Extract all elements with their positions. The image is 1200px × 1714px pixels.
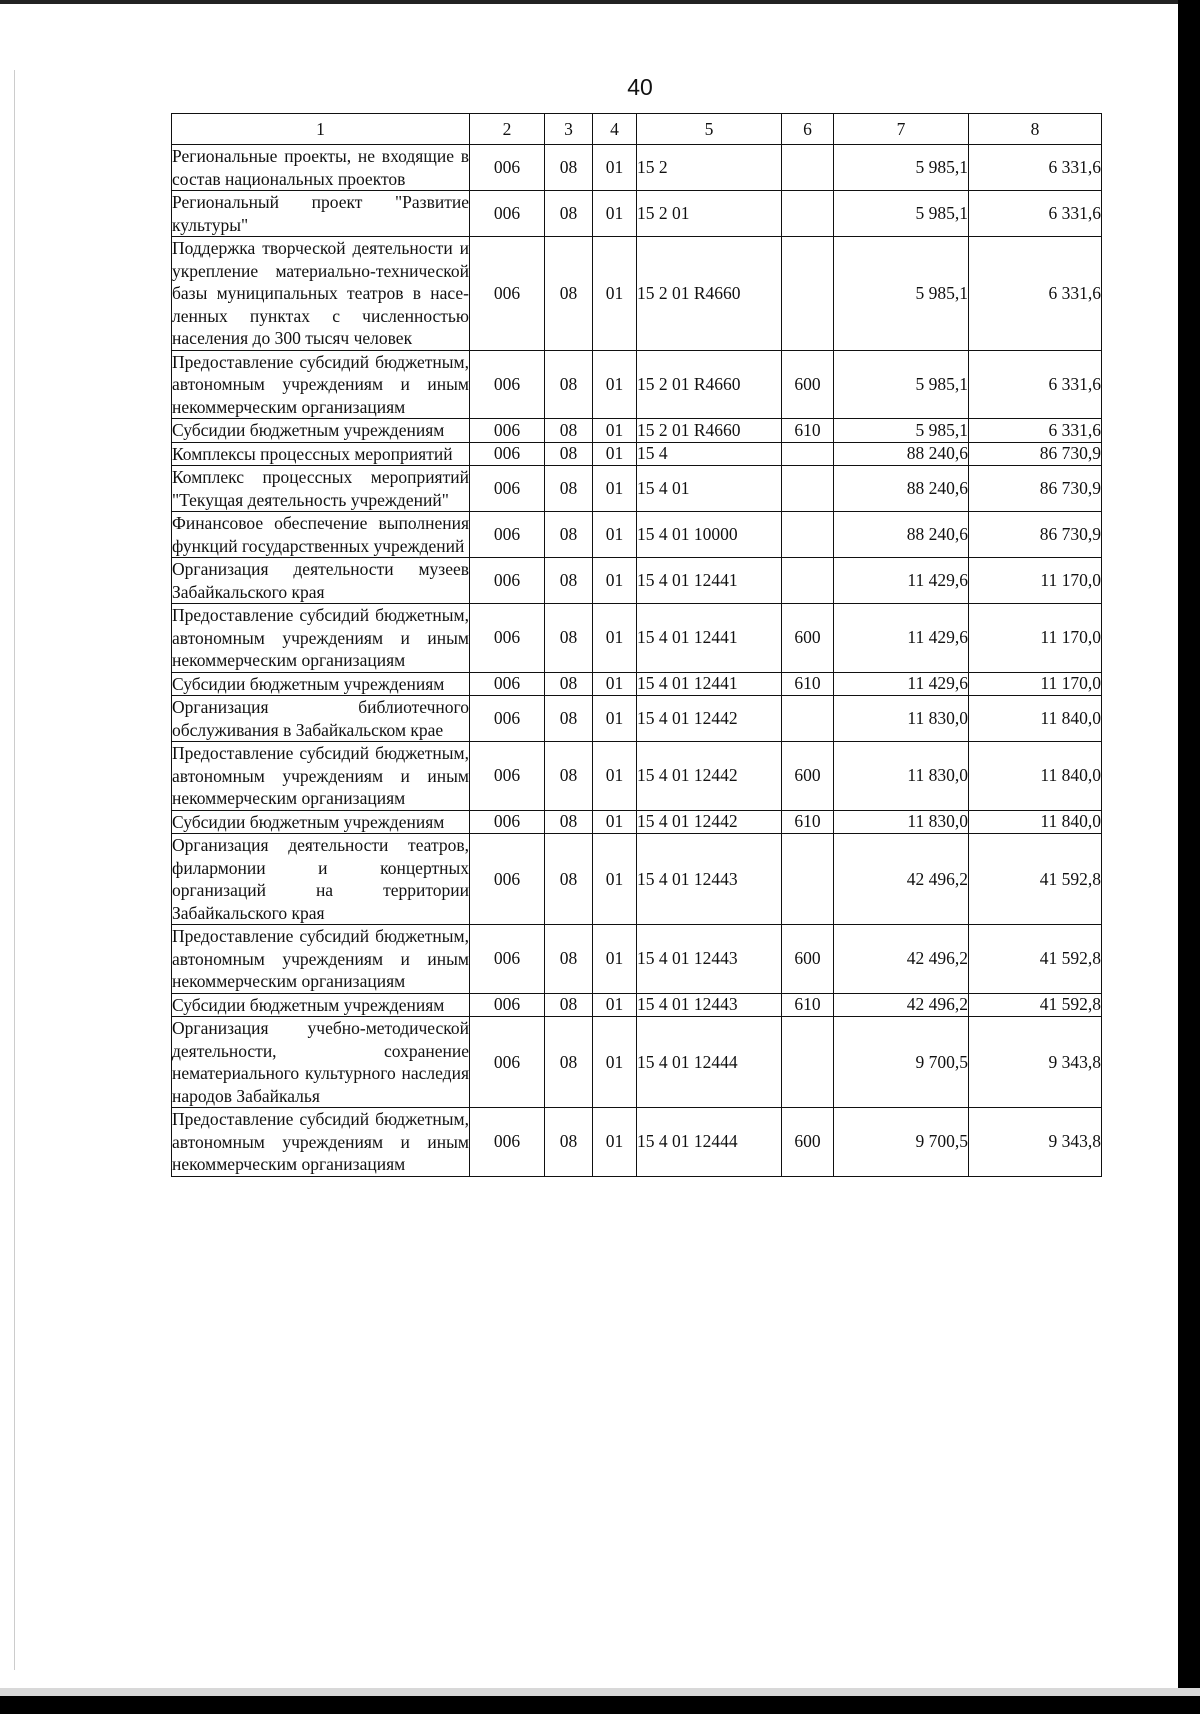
expense-type-cell [782, 191, 834, 237]
table-body [172, 145, 1102, 1177]
row-name-cell: Комплекс процессных мероприятий "Текущая деятельность учреждений" [172, 467, 469, 510]
col-header-2: 2 [470, 114, 545, 145]
expense-type-cell [782, 442, 834, 466]
amount-year2-cell: 41 592,8 [969, 834, 1102, 925]
row-name-cell: Финансовое обеспечение выполнения функций государственных учреждений [172, 513, 469, 556]
section-cell: 08 [545, 558, 593, 604]
target-article-cell: 15 4 01 12444 [637, 1108, 782, 1177]
target-article-cell: 15 2 01 R4660 [637, 237, 782, 351]
amount-year1-cell: 88 240,6 [834, 512, 969, 558]
scan-edge-top [0, 0, 1200, 4]
table-row [172, 191, 1102, 237]
row-name-cell: Предоставление субсидий бюджетным, автономным учреждениям и иным некоммерческим организациям [172, 743, 469, 808]
page-number: 40 [627, 74, 653, 100]
target-article-cell: 15 4 01 12444 [637, 1017, 782, 1108]
section-cell: 08 [545, 1017, 593, 1108]
table-row [172, 558, 1102, 604]
section-cell: 08 [545, 925, 593, 994]
table-row [172, 145, 1102, 191]
target-article-cell: 15 4 01 10000 [637, 512, 782, 558]
section-cell: 08 [545, 466, 593, 512]
admin-code-cell: 006 [470, 442, 545, 466]
col-header-3: 3 [545, 114, 593, 145]
expense-type-cell: 600 [782, 604, 834, 673]
subsection-cell: 01 [593, 558, 637, 604]
table-row [172, 696, 1102, 742]
admin-code-cell: 006 [470, 419, 545, 443]
amount-year1-cell: 88 240,6 [834, 442, 969, 466]
scan-edge-bottom [0, 1696, 1200, 1714]
table-row [172, 810, 1102, 834]
col-header-1: 1 [172, 114, 470, 145]
row-name-cell: Субсидии бюджетным учреждениям [172, 672, 470, 696]
table-row [172, 350, 1102, 419]
row-name-cell: Комплексы процессных мероприятий [172, 442, 470, 466]
table-row [172, 1017, 1102, 1108]
amount-year2-cell: 9 343,8 [969, 1017, 1102, 1108]
subsection-cell: 01 [593, 1108, 637, 1177]
table-row [172, 604, 1102, 673]
expense-type-cell [782, 696, 834, 742]
row-name-cell: Организация учебно-методической деятельности, сохранение нематериального культурного наследия народов Забайкалья [172, 1018, 469, 1106]
section-cell: 08 [545, 604, 593, 673]
amount-year1-cell: 9 700,5 [834, 1108, 969, 1177]
expense-type-cell [782, 237, 834, 351]
amount-year2-cell: 11 840,0 [969, 810, 1102, 834]
admin-code-cell: 006 [470, 466, 545, 512]
expense-type-cell: 610 [782, 993, 834, 1017]
admin-code-cell: 006 [470, 512, 545, 558]
target-article-cell: 15 4 01 12441 [637, 558, 782, 604]
expense-type-cell [782, 466, 834, 512]
admin-code-cell: 006 [470, 350, 545, 419]
expense-type-cell [782, 512, 834, 558]
amount-year2-cell: 6 331,6 [969, 419, 1102, 443]
expense-type-cell [782, 1017, 834, 1108]
amount-year2-cell: 86 730,9 [969, 442, 1102, 466]
table-row [172, 925, 1102, 994]
expense-type-cell [782, 558, 834, 604]
target-article-cell: 15 2 01 [637, 191, 782, 237]
admin-code-cell: 006 [470, 558, 545, 604]
amount-year2-cell: 6 331,6 [969, 237, 1102, 351]
budget-table [171, 113, 1102, 1177]
subsection-cell: 01 [593, 834, 637, 925]
subsection-cell: 01 [593, 604, 637, 673]
admin-code-cell: 006 [470, 742, 545, 811]
amount-year1-cell: 42 496,2 [834, 993, 969, 1017]
table-row [172, 419, 1102, 443]
table-row [172, 466, 1102, 512]
section-cell: 08 [545, 993, 593, 1017]
amount-year1-cell: 5 985,1 [834, 350, 969, 419]
table-row [172, 742, 1102, 811]
amount-year1-cell: 11 830,0 [834, 742, 969, 811]
subsection-cell: 01 [593, 442, 637, 466]
section-cell: 08 [545, 419, 593, 443]
admin-code-cell: 006 [470, 810, 545, 834]
admin-code-cell: 006 [470, 237, 545, 351]
amount-year2-cell: 11 170,0 [969, 604, 1102, 673]
amount-year1-cell: 11 830,0 [834, 696, 969, 742]
target-article-cell: 15 4 01 [637, 466, 782, 512]
table-row [172, 512, 1102, 558]
section-cell: 08 [545, 145, 593, 191]
section-cell: 08 [545, 191, 593, 237]
amount-year2-cell: 11 170,0 [969, 558, 1102, 604]
amount-year1-cell: 5 985,1 [834, 145, 969, 191]
amount-year1-cell: 42 496,2 [834, 834, 969, 925]
table-row [172, 672, 1102, 696]
amount-year1-cell: 5 985,1 [834, 419, 969, 443]
admin-code-cell: 006 [470, 925, 545, 994]
row-name-cell: Субсидии бюджетным учреждениям [172, 419, 470, 443]
admin-code-cell: 006 [470, 696, 545, 742]
expense-type-cell [782, 145, 834, 191]
amount-year2-cell: 6 331,6 [969, 145, 1102, 191]
section-cell: 08 [545, 442, 593, 466]
subsection-cell: 01 [593, 466, 637, 512]
amount-year1-cell: 88 240,6 [834, 466, 969, 512]
target-article-cell: 15 4 01 12443 [637, 834, 782, 925]
subsection-cell: 01 [593, 696, 637, 742]
amount-year1-cell: 42 496,2 [834, 925, 969, 994]
amount-year2-cell: 6 331,6 [969, 350, 1102, 419]
section-cell: 08 [545, 696, 593, 742]
table-row [172, 237, 1102, 351]
section-cell: 08 [545, 512, 593, 558]
admin-code-cell: 006 [470, 834, 545, 925]
expense-type-cell: 600 [782, 742, 834, 811]
row-name-cell: Поддержка творческой деятельности и укрепление материально-технической базы муниципальных театров в населенных пунктах с численностью населения до 300 тысяч человек [172, 238, 469, 348]
target-article-cell: 15 4 01 12441 [637, 604, 782, 673]
amount-year1-cell: 5 985,1 [834, 191, 969, 237]
amount-year2-cell: 9 343,8 [969, 1108, 1102, 1177]
row-name-cell: Субсидии бюджетным учреждениям [172, 810, 470, 834]
subsection-cell: 01 [593, 237, 637, 351]
admin-code-cell: 006 [470, 1017, 545, 1108]
amount-year1-cell: 11 429,6 [834, 558, 969, 604]
target-article-cell: 15 4 01 12442 [637, 742, 782, 811]
target-article-cell: 15 4 01 12443 [637, 925, 782, 994]
amount-year2-cell: 11 840,0 [969, 742, 1102, 811]
admin-code-cell: 006 [470, 191, 545, 237]
row-name-cell: Предоставление субсидий бюджетным, автономным учреждениям и иным некоммерческим организациям [172, 1109, 469, 1174]
admin-code-cell: 006 [470, 672, 545, 696]
amount-year1-cell: 11 830,0 [834, 810, 969, 834]
section-cell: 08 [545, 742, 593, 811]
target-article-cell: 15 4 01 12441 [637, 672, 782, 696]
amount-year2-cell: 6 331,6 [969, 191, 1102, 237]
table-row [172, 442, 1102, 466]
expense-type-cell: 600 [782, 925, 834, 994]
amount-year2-cell: 41 592,8 [969, 993, 1102, 1017]
target-article-cell: 15 2 01 R4660 [637, 350, 782, 419]
admin-code-cell: 006 [470, 145, 545, 191]
target-article-cell: 15 4 01 12442 [637, 810, 782, 834]
amount-year1-cell: 11 429,6 [834, 604, 969, 673]
amount-year2-cell: 86 730,9 [969, 466, 1102, 512]
target-article-cell: 15 4 [637, 442, 782, 466]
expense-type-cell: 610 [782, 672, 834, 696]
admin-code-cell: 006 [470, 993, 545, 1017]
subsection-cell: 01 [593, 512, 637, 558]
expense-type-cell: 610 [782, 419, 834, 443]
amount-year1-cell: 9 700,5 [834, 1017, 969, 1108]
admin-code-cell: 006 [470, 604, 545, 673]
target-article-cell: 15 4 01 12442 [637, 696, 782, 742]
amount-year2-cell: 86 730,9 [969, 512, 1102, 558]
amount-year2-cell: 11 170,0 [969, 672, 1102, 696]
admin-code-cell: 006 [470, 1108, 545, 1177]
subsection-cell: 01 [593, 993, 637, 1017]
subsection-cell: 01 [593, 1017, 637, 1108]
expense-type-cell: 600 [782, 1108, 834, 1177]
scan-edge-right [1178, 0, 1200, 1714]
section-cell: 08 [545, 1108, 593, 1177]
amount-year2-cell: 11 840,0 [969, 696, 1102, 742]
amount-year1-cell: 5 985,1 [834, 237, 969, 351]
amount-year2-cell: 41 592,8 [969, 925, 1102, 994]
col-header-4: 4 [593, 114, 637, 145]
section-cell: 08 [545, 237, 593, 351]
section-cell: 08 [545, 810, 593, 834]
row-name-cell: Организация деятельности музеев Забайкальского края [172, 559, 469, 602]
section-cell: 08 [545, 350, 593, 419]
target-article-cell: 15 2 01 R4660 [637, 419, 782, 443]
subsection-cell: 01 [593, 350, 637, 419]
row-name-cell: Организация деятельности театров, филармонии и концертных организаций на территории Забайкальского края [172, 835, 469, 923]
row-name-cell: Предоставление субсидий бюджетным, автономным учреждениям и иным некоммерческим организациям [172, 351, 469, 417]
subsection-cell: 01 [593, 145, 637, 191]
row-name-cell: Предоставление субсидий бюджетным, автономным учреждениям и иным некоммерческим организациям [172, 926, 469, 991]
subsection-cell: 01 [593, 742, 637, 811]
col-header-6: 6 [782, 114, 834, 145]
row-name-cell: Региональный проект "Развитие культуры" [172, 192, 469, 235]
col-header-5: 5 [637, 114, 782, 145]
subsection-cell: 01 [593, 191, 637, 237]
scan-edge-left [14, 70, 15, 1670]
subsection-cell: 01 [593, 672, 637, 696]
subsection-cell: 01 [593, 925, 637, 994]
expense-type-cell: 600 [782, 350, 834, 419]
row-name-cell: Организация библиотечного обслуживания в Забайкальском крае [172, 697, 469, 740]
table-row [172, 993, 1102, 1017]
expense-type-cell [782, 834, 834, 925]
subsection-cell: 01 [593, 419, 637, 443]
amount-year1-cell: 11 429,6 [834, 672, 969, 696]
row-name-cell: Предоставление субсидий бюджетным, автономным учреждениям и иным некоммерческим организациям [172, 605, 469, 670]
target-article-cell: 15 2 [637, 145, 782, 191]
target-article-cell: 15 4 01 12443 [637, 993, 782, 1017]
table-row [172, 834, 1102, 925]
header-row [172, 114, 1102, 145]
section-cell: 08 [545, 672, 593, 696]
col-header-7: 7 [834, 114, 969, 145]
col-header-8: 8 [969, 114, 1102, 145]
row-name-cell: Региональные проекты, не входящие в состав национальных проектов [172, 146, 469, 189]
scan-edge-bottom-light [0, 1688, 1200, 1696]
table-row [172, 1108, 1102, 1177]
section-cell: 08 [545, 834, 593, 925]
row-name-cell: Субсидии бюджетным учреждениям [172, 993, 470, 1017]
subsection-cell: 01 [593, 810, 637, 834]
expense-type-cell: 610 [782, 810, 834, 834]
